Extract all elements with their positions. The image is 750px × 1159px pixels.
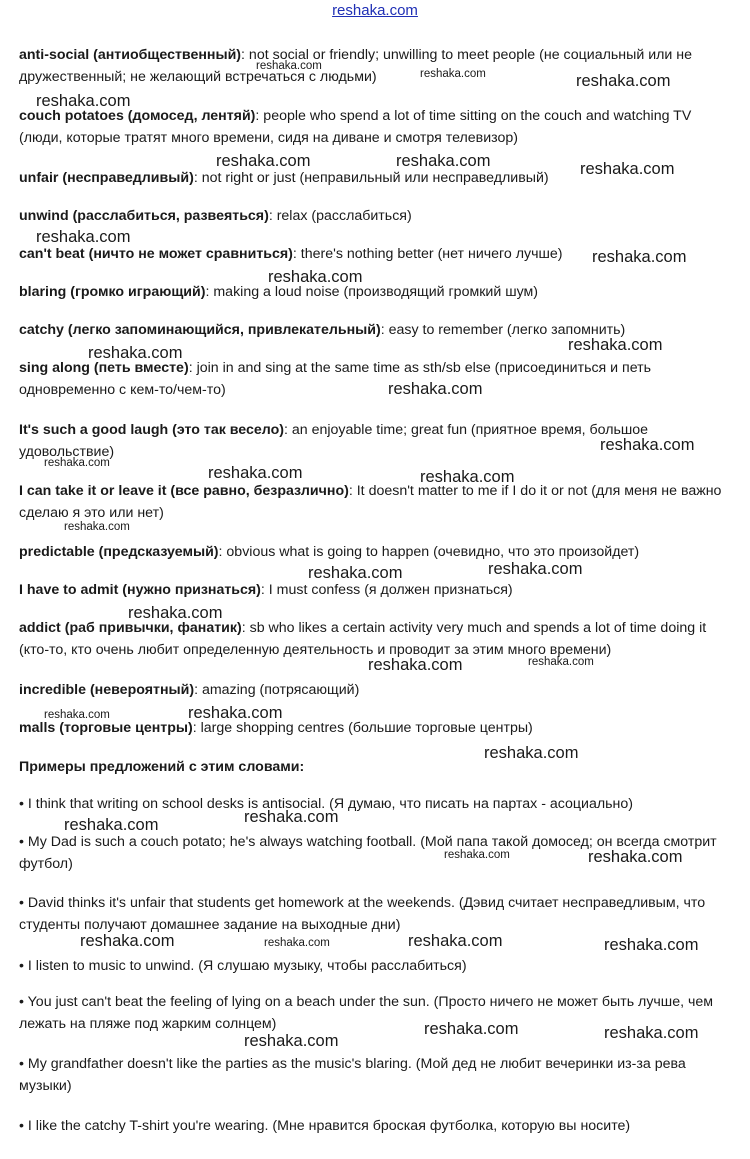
- watermark: reshaka.com: [488, 560, 583, 578]
- example-sentence: [19, 1115, 733, 1137]
- entry-definition: : not right or just (неправильный или несправедливый): [193, 170, 549, 186]
- watermark: reshaka.com: [424, 1020, 519, 1038]
- entry-term: I have to admit (нужно признаться): [19, 582, 261, 598]
- vocab-entry: [19, 617, 733, 661]
- entry-term: couch potatoes (домосед, лентяй): [19, 108, 256, 124]
- example-sentence: [19, 793, 733, 815]
- entry-term: It's such a good laugh (это так весело): [19, 422, 284, 438]
- watermark: reshaka.com: [580, 160, 675, 178]
- watermark: reshaka.com: [216, 152, 311, 170]
- watermark: reshaka.com: [188, 704, 283, 722]
- examples-heading-text: Примеры предложений с этим словами:: [19, 759, 305, 775]
- entry-definition: : obvious what is going to happen (очевидно, что это произойдет): [218, 544, 640, 560]
- entry-definition: : sb who likes a certain activity very much and spends a lot of time doing it (кто-то, кто очень любит определенную деятельность и проводит за этим много времени): [19, 620, 707, 658]
- watermark: reshaka.com: [604, 936, 699, 954]
- watermark: reshaka.com: [88, 344, 183, 362]
- watermark: reshaka.com: [420, 468, 515, 486]
- watermark: reshaka.com: [568, 336, 663, 354]
- vocab-entry: [19, 357, 733, 401]
- entry-definition: : I must confess (я должен признаться): [260, 582, 513, 598]
- watermark: reshaka.com: [264, 937, 330, 949]
- watermark: reshaka.com: [44, 709, 110, 721]
- entry-definition: : join in and sing at the same time as sth/sb else (присоединиться и петь одновременно с кем-то/чем-то): [19, 360, 652, 398]
- vocab-entry: [19, 281, 733, 303]
- watermark: reshaka.com: [308, 564, 403, 582]
- vocab-entry: [19, 541, 733, 563]
- watermark: reshaka.com: [444, 849, 510, 861]
- sentence-text: • My grandfather doesn't like the parties as the music's blaring. (Мой дед не любит вечеринки из-за рева музыки): [19, 1056, 686, 1094]
- sentence-text: • I listen to music to unwind. (Я слушаю музыку, чтобы расслабиться): [19, 958, 467, 974]
- example-sentence: [19, 955, 733, 977]
- watermark: reshaka.com: [268, 268, 363, 286]
- watermark: reshaka.com: [388, 380, 483, 398]
- entry-term: unfair (несправедливый): [19, 170, 194, 186]
- entry-definition: : It doesn't matter to me if I do it or not (для меня не важно сделаю я это или нет): [19, 483, 722, 521]
- sentence-text: • I think that writing on school desks is antisocial. (Я думаю, что писать на партах - асоциально): [19, 796, 633, 812]
- entry-term: can't beat (ничто не может сравниться): [19, 246, 293, 262]
- entry-term: anti-social (антиобщественный): [19, 47, 242, 63]
- entry-definition: : amazing (потрясающий): [194, 682, 360, 698]
- examples-heading: [19, 756, 733, 778]
- watermark: reshaka.com: [256, 60, 322, 72]
- watermark: reshaka.com: [44, 457, 110, 469]
- entry-definition: : large shopping centres (большие торговые центры): [192, 720, 533, 736]
- example-sentence: [19, 892, 733, 936]
- vocab-entry: [19, 679, 733, 701]
- entry-definition: : people who spend a lot of time sitting on the couch and watching TV (люди, которые тратят много времени, сидя на диване и смотря телевизор): [19, 108, 692, 146]
- entry-definition: : making a loud noise (производящий громкий шум): [205, 284, 539, 300]
- sentence-text: • I like the catchy T-shirt you're wearing. (Мне нравится броская футболка, которую вы носите): [19, 1118, 631, 1134]
- sentence-text: • My Dad is such a couch potato; he's always watching football. (Мой папа такой домосед; он всегда смотрит футбол): [19, 834, 717, 872]
- watermark: reshaka.com: [420, 68, 486, 80]
- watermark: reshaka.com: [208, 464, 303, 482]
- vocab-entry: [19, 105, 733, 149]
- watermark: reshaka.com: [484, 744, 579, 762]
- entry-term: catchy (легко запоминающийся, привлекательный): [19, 322, 381, 338]
- watermark: reshaka.com: [36, 228, 131, 246]
- watermark: reshaka.com: [604, 1024, 699, 1042]
- entry-term: sing along (петь вместе): [19, 360, 189, 376]
- watermark: reshaka.com: [64, 816, 159, 834]
- watermark: reshaka.com: [368, 656, 463, 674]
- entry-term: unwind (расслабиться, развеяться): [19, 208, 269, 224]
- entry-definition: : not social or friendly; unwilling to meet people (не социальный или не дружественный; не желающий встречаться с людьми): [19, 47, 692, 85]
- watermark: reshaka.com: [592, 248, 687, 266]
- entry-definition: : there's nothing better (нет ничего лучше): [292, 246, 563, 262]
- entry-term: addict (раб привычки, фанатик): [19, 620, 242, 636]
- entry-term: I can take it or leave it (все равно, безразлично): [19, 483, 349, 499]
- watermark: reshaka.com: [128, 604, 223, 622]
- vocab-entry: [19, 205, 733, 227]
- entry-definition: : relax (расслабиться): [268, 208, 412, 224]
- watermark: reshaka.com: [244, 1032, 339, 1050]
- entry-term: malls (торговые центры): [19, 720, 193, 736]
- entry-term: blaring (громко играющий): [19, 284, 206, 300]
- sentence-text: • David thinks it's unfair that students get homework at the weekends. (Дэвид считает несправедливым, что студенты получают домашнее задание на выходные дни): [19, 895, 706, 933]
- watermark: reshaka.com: [600, 436, 695, 454]
- site-header-link[interactable]: reshaka.com: [332, 2, 418, 19]
- vocab-entry: [19, 480, 733, 524]
- watermark: reshaka.com: [408, 932, 503, 950]
- watermark: reshaka.com: [396, 152, 491, 170]
- vocab-entry: [19, 717, 733, 739]
- entry-definition: : an enjoyable time; great fun (приятное время, большое удовольствие): [19, 422, 649, 460]
- watermark: reshaka.com: [64, 521, 130, 533]
- watermark: reshaka.com: [244, 808, 339, 826]
- watermark: reshaka.com: [36, 92, 131, 110]
- watermark: reshaka.com: [528, 656, 594, 668]
- entry-term: incredible (невероятный): [19, 682, 195, 698]
- sentence-text: • You just can't beat the feeling of lying on a beach under the sun. (Просто ничего не может быть лучше, чем лежать на пляже под жарким солнцем): [19, 994, 714, 1032]
- example-sentence: [19, 1053, 733, 1097]
- watermark: reshaka.com: [588, 848, 683, 866]
- entry-term: predictable (предсказуемый): [19, 544, 219, 560]
- entry-definition: : easy to remember (легко запомнить): [380, 322, 626, 338]
- watermark: reshaka.com: [80, 932, 175, 950]
- watermark: reshaka.com: [576, 72, 671, 90]
